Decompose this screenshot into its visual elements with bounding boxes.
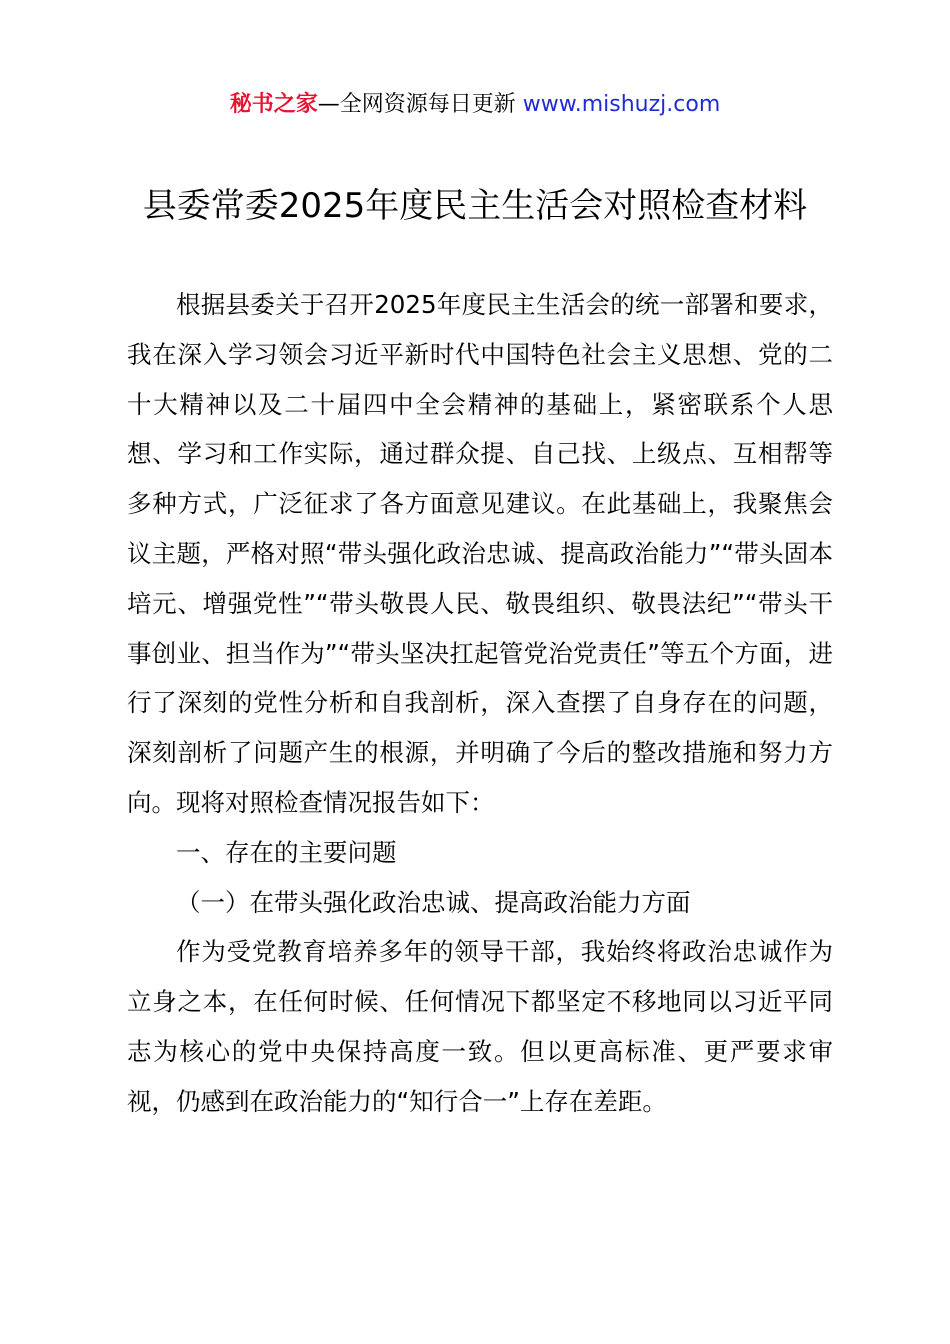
section-heading: 一、存在的主要问题 <box>176 837 397 867</box>
site-url-link[interactable]: www.mishuzj.com <box>522 92 721 117</box>
document-body <box>127 280 833 1127</box>
site-banner <box>0 88 950 122</box>
body-paragraph: 作为受党教育培养多年的领导干部，我始终将政治忠诚作为立身之本，在任何时候、任何情况下都坚定不移地同以习近平同志为核心的党中央保持高度一致。但以更高标准、更严要求审视，仍感到在政治能力的“知行合一”上存在差距。 <box>127 937 833 1116</box>
brand-name: 秘书之家 <box>229 92 318 117</box>
banner-tagline: —全网资源每日更新 <box>317 92 523 117</box>
subsection-heading: （一）在带头强化政治忠诚、提高政治能力方面 <box>176 887 691 917</box>
document-title: 县委常委2025年度民主生活会对照检查材料 <box>142 186 808 226</box>
intro-paragraph: 根据县委关于召开2025年度民主生活会的统一部署和要求，我在深入学习领会习近平新时代中国特色社会主义思想、党的二十大精神以及二十届四中全会精神的基础上，紧密联系个人思想、学习和工作实际，通过群众提、自己找、上级点、互相帮等多种方式，广泛征求了各方面意见建议。在此基础上，我聚焦会议主题，严格对照“带头强化政治忠诚、提高政治能力”“带头固本培元、增强党性”“带头敬畏人民、敬畏组织、敬畏法纪”“带头干事创业、担当作为”“带头坚决扛起管党治党责任”等五个方面，进行了深刻的党性分析和自我剖析，深入查摆了自身存在的问题，深刻剖析了问题产生的根源，并明确了今后的整改措施和努力方向。现将对照检查情况报告如下： <box>127 290 833 817</box>
